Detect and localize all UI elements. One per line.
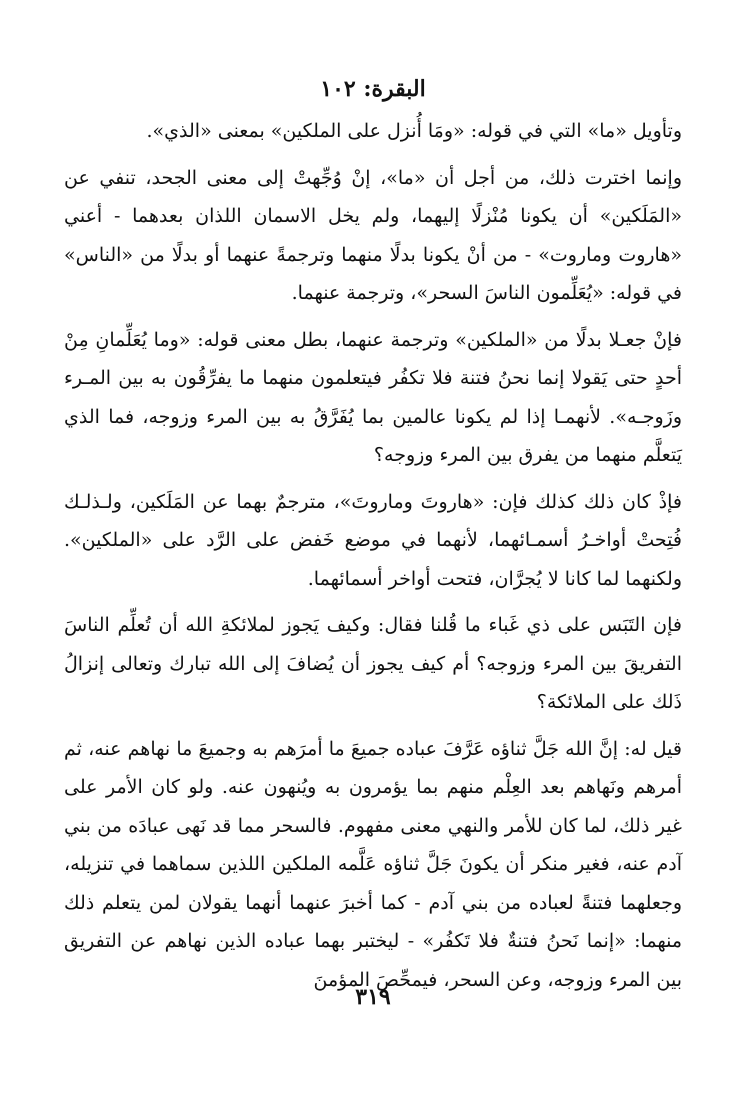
page-header: البقرة: ١٠٢ (320, 76, 426, 102)
paragraph-3: فإنْ جعـلا بدلًا من «الملكين» وترجمة عنهما، بطل معنى قوله: «وما يُعَلِّمانِ مِنْ أحدٍ حتى يَقولا إنما نحنُ فتنة فلا تكفُر فيتعلمون منهما ما يفرِّقُون به بين المـرء وزَوجـه». لأنهمـا إذا لم يكونا عالمين بما يُفَرَّقُ به بين المرء وزوجه، فما الذي يَتعلَّم منهما من يفرق بين المرء وزوجه؟ (64, 328, 682, 466)
page-number: ٣١٩ (355, 984, 391, 1010)
paragraph-5: فإن التَبَس على ذي غَباء ما قُلنا فقال: وكيف يَجوز لملائكةِ الله أن تُعلِّم الناسَ التفريقَ بين المرء وزوجه؟ أم كيف يجوز أن يُضافَ إلى الله تبارك وتعالى إنزالُ ذَلك على الملائكة؟ (64, 614, 682, 713)
paragraph-6: قيل له: إنَّ الله جَلَّ ثناؤه عَرَّفَ عباده جميعَ ما أمرَهم به وجميعَ ما نهاهم عنه، ثم أمرهم ونَهاهم بعد العِلْم منهم بما يؤمرون به ويُنهون عنه. ولو كان الأمر على غير ذلك، لما كان للأمر والنهي معنى مفهوم. فالسحر مما قد نَهى عبادَه من بني آدم عنه، فغير منكر أن يكونَ جَلَّ ثناؤه عَلَّمه الملكين اللذين سماهما في تنزيله، وجعلهما فتنةً لعباده من بني آدم - كما أخبرَ عنهما أنهما يقولان لمن يتعلم ذلك منهما: «إنما نَحنُ فتنةٌ فلا تَكفُر» - ليختبر بهما عباده الذين نهاهم عن التفريق بين المرء وزوجه، وعن السحر، فيمحِّصَ المؤمنَ (64, 737, 682, 991)
paragraph-2: وإنما اخترت ذلك، من أجل أن «ما»، إنْ وُجِّهتْ إلى معنى الجحد، تنفي عن «المَلَكين» أن يكونا مُنْزلًا إليهما، ولم يخل الاسمان اللذان بعدهما - أعني «هاروت وماروت» - من أنْ يكونا بدلًا منهما وترجمةً عنهما أو بدلًا من «الناس» في قوله: «يُعَلِّمون الناسَ السحر»، وترجمة عنهما. (64, 166, 682, 304)
body-text (64, 112, 682, 1007)
paragraph-4: فإذْ كان ذلك كذلك فإن: «هاروتَ وماروتَ»، مترجمٌ بهما عن المَلَكين، ولـذلـك فُتِحتْ أواخـرُ أسمـائهما، لأنهما في موضع خَفض على الرَّد على «الملكين». ولكنهما لما كانا لا يُجرَّان، فتحت أواخر أسمائهما. (64, 490, 682, 590)
paragraph-1: وتأويل «ما» التي في قوله: «ومَا أُنزل على الملكين» بمعنى «الذي». (146, 120, 682, 142)
